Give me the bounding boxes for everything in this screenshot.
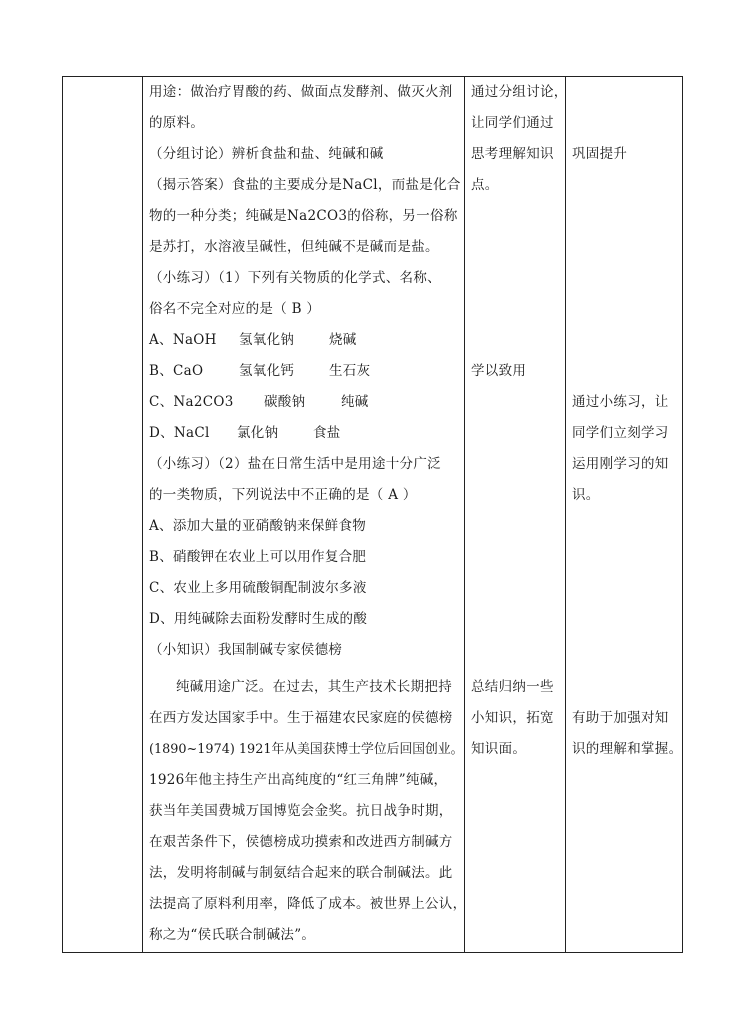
content-line: 用途：做治疗胃酸的药、做面点发酵剂、做灭火剂 (149, 84, 453, 100)
option-common-name: 生石灰 (329, 363, 371, 379)
intent-line: 运用刚学习的知 (572, 456, 669, 472)
paragraph-line: (1890~1974) 1921年从美国获博士学位后回国创业。 (149, 742, 464, 757)
paragraph-line: 获当年美国费城万国博览会金奖。抗日战争时期， (149, 803, 453, 819)
intent-line: 识的理解和掌握。 (572, 741, 683, 757)
exercise-option (149, 356, 460, 387)
content-line: （分组讨论）辨析食盐和盐、纯碱和碱 (149, 146, 384, 162)
intent-line: 有助于加强对知 (572, 710, 669, 726)
blank-column-cell (63, 77, 143, 953)
content-line: 的一类物质，下列说法中不正确的是（ A ） (149, 487, 417, 503)
activity-line: 总结归纳一些 (471, 679, 554, 695)
option-formula: C、Na2CO3 (149, 394, 234, 410)
option-name: 碳酸钠 (264, 394, 306, 410)
option-name: 氯化钠 (237, 425, 279, 441)
activity-line: 点。 (471, 177, 499, 193)
content-line: B、硝酸钾在农业上可以用作复合肥 (149, 549, 367, 565)
teaching-content-cell (143, 77, 465, 953)
activity-line: 小知识，拓宽 (471, 710, 554, 726)
option-common-name: 纯碱 (341, 394, 369, 410)
option-formula: D、NaCl (149, 425, 210, 441)
content-line: 物的一种分类；纯碱是Na2CO3的俗称，另一俗称 (149, 208, 458, 224)
content-line: （小练习）（1）下列有关物质的化学式、名称、 (149, 270, 441, 286)
intent-line: 识。 (572, 487, 600, 503)
option-name: 氢氧化钙 (239, 363, 295, 379)
paragraph-line: 称之为“侯氏联合制碱法”。 (149, 927, 316, 943)
exercise-option (149, 418, 460, 449)
intent-line: 同学们立刻学习 (572, 425, 669, 441)
paragraph-line: 在西方发达国家手中。生于福建农民家庭的侯德榜 (149, 710, 453, 726)
activity-line: 通过分组讨论， (471, 84, 568, 100)
paragraph-line: 纯碱用途广泛。在过去，其生产技术长期把持 (176, 679, 452, 695)
option-common-name: 烧碱 (329, 332, 357, 348)
option-common-name: 食盐 (313, 425, 341, 441)
content-line: （揭示答案）食盐的主要成分是NaCl，而盐是化合 (149, 177, 461, 193)
exercise-option (149, 325, 460, 356)
content-line: A、添加大量的亚硝酸钠来保鲜食物 (149, 518, 367, 534)
content-line: 的原料。 (149, 115, 205, 131)
content-line: C、农业上多用硫酸铜配制波尔多液 (149, 580, 367, 596)
paragraph-line: 法，发明将制碱与制氨结合起来的联合制碱法。此 (149, 865, 453, 881)
paragraph-line: 在艰苦条件下，侯德榜成功摸索和改进西方制碱方 (149, 834, 453, 850)
exercise-option (149, 387, 460, 418)
student-activity-cell (465, 77, 566, 953)
activity-line: 让同学们通过 (471, 115, 554, 131)
content-line: D、用纯碱除去面粉发酵时生成的酸 (149, 611, 368, 627)
intent-line: 通过小练习，让 (572, 394, 669, 410)
content-line: 俗名不完全对应的是（ B ） (149, 301, 321, 317)
lesson-plan-table (62, 76, 683, 953)
content-line: （小知识）我国制碱专家侯德榜 (149, 642, 343, 658)
option-name: 氢氧化钠 (239, 332, 295, 348)
activity-line: 学以致用 (471, 363, 527, 379)
content-line: （小练习）（2）盐在日常生活中是用途十分广泛 (149, 456, 441, 472)
paragraph-line: 法提高了原料利用率，降低了成本。被世界上公认， (149, 896, 467, 912)
activity-line: 知识面。 (471, 741, 527, 757)
paragraph-line: 1926年他主持生产出高纯度的“红三角牌”纯碱， (149, 772, 448, 788)
content-line: 是苏打，水溶液呈碱性，但纯碱不是碱而是盐。 (149, 239, 439, 255)
option-formula: B、CaO (149, 363, 204, 379)
table-row (63, 77, 683, 953)
design-intent-cell (566, 77, 683, 953)
intent-line: 巩固提升 (572, 146, 628, 162)
option-formula: A、NaOH (149, 332, 217, 348)
activity-line: 思考理解知识 (471, 146, 554, 162)
